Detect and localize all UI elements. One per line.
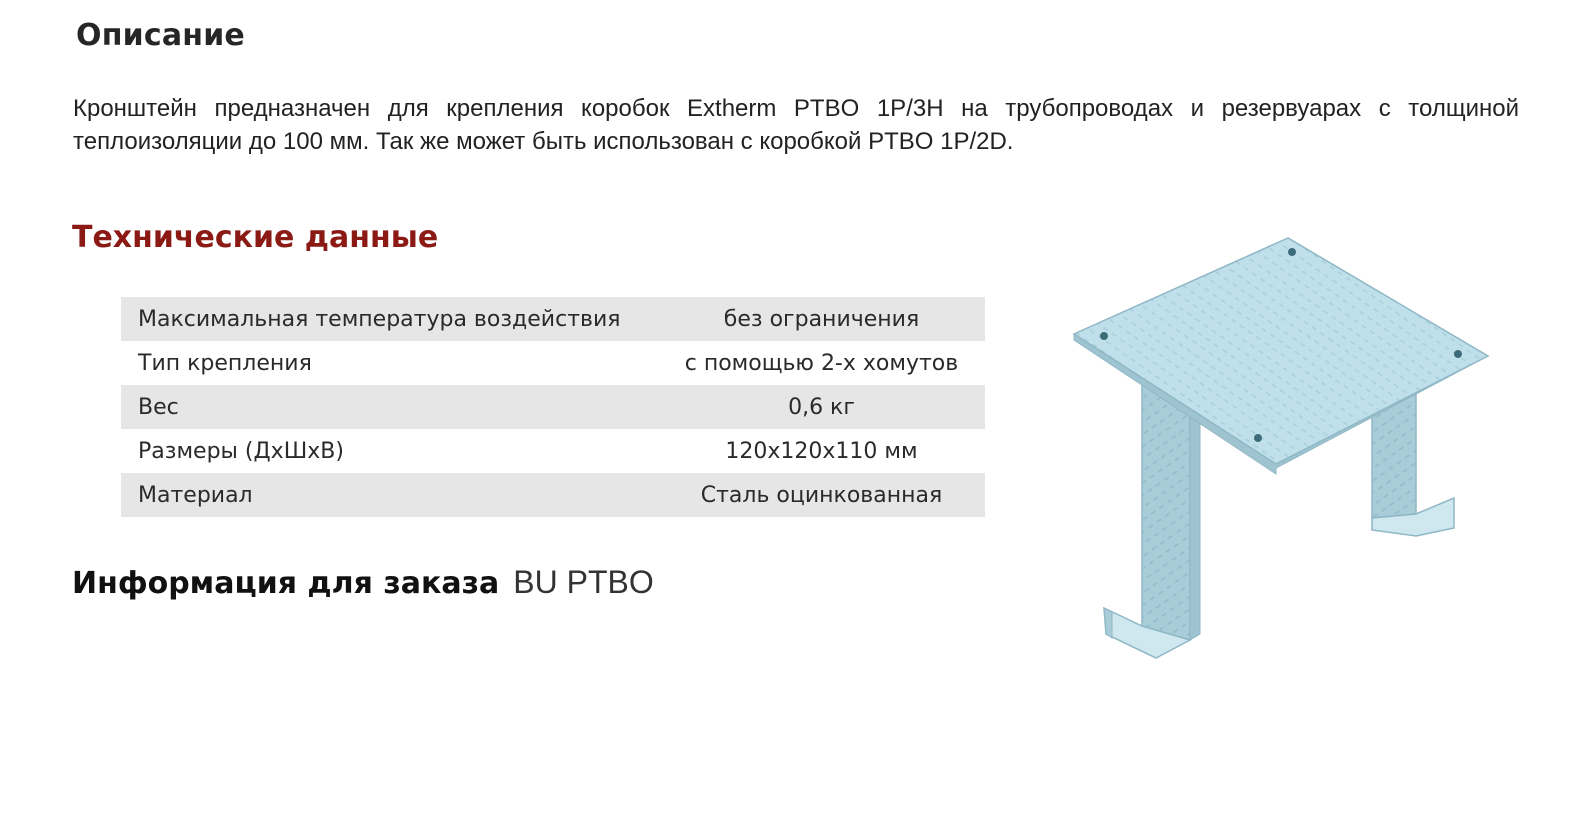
spec-label: Вес <box>121 385 658 429</box>
order-info <box>72 564 654 601</box>
plate-hole <box>1454 350 1462 358</box>
spec-row <box>121 473 985 517</box>
description-text: Кронштейн предназначен для крепления коробок Extherm PTBO 1P/3H на трубопроводах и резервуарах с толщиной теплоизоляции до 100 мм. Так же может быть использован с коробкой PTBO 1P/2D. <box>73 95 1519 155</box>
plate-hole <box>1288 248 1296 256</box>
spec-label: Максимальная температура воздействия <box>121 297 658 341</box>
plate-hole <box>1254 434 1262 442</box>
spec-row <box>121 385 985 429</box>
spec-value: 120x120x110 мм <box>725 438 918 464</box>
plate-hole <box>1100 332 1108 340</box>
spec-value: 0,6 кг <box>658 385 985 429</box>
spec-value: Сталь оцинкованная <box>658 473 985 517</box>
order-info-label: Информация для заказа <box>72 566 500 601</box>
technical-data-heading: Технические данные <box>72 220 439 255</box>
description-heading: Описание <box>76 18 245 53</box>
spec-row <box>121 341 985 385</box>
spec-value: без ограничения <box>658 297 985 341</box>
order-code: BU PTBO <box>513 564 654 600</box>
spec-row <box>121 297 985 341</box>
spec-label: Материал <box>121 473 658 517</box>
spec-label: Размеры (ДхШхВ) <box>138 438 344 464</box>
spec-row <box>121 429 985 473</box>
spec-label: Тип крепления <box>138 350 312 376</box>
spec-value: с помощью 2-х хомутов <box>684 350 959 376</box>
spec-table <box>121 297 985 517</box>
bracket-product-image <box>1060 230 1500 670</box>
